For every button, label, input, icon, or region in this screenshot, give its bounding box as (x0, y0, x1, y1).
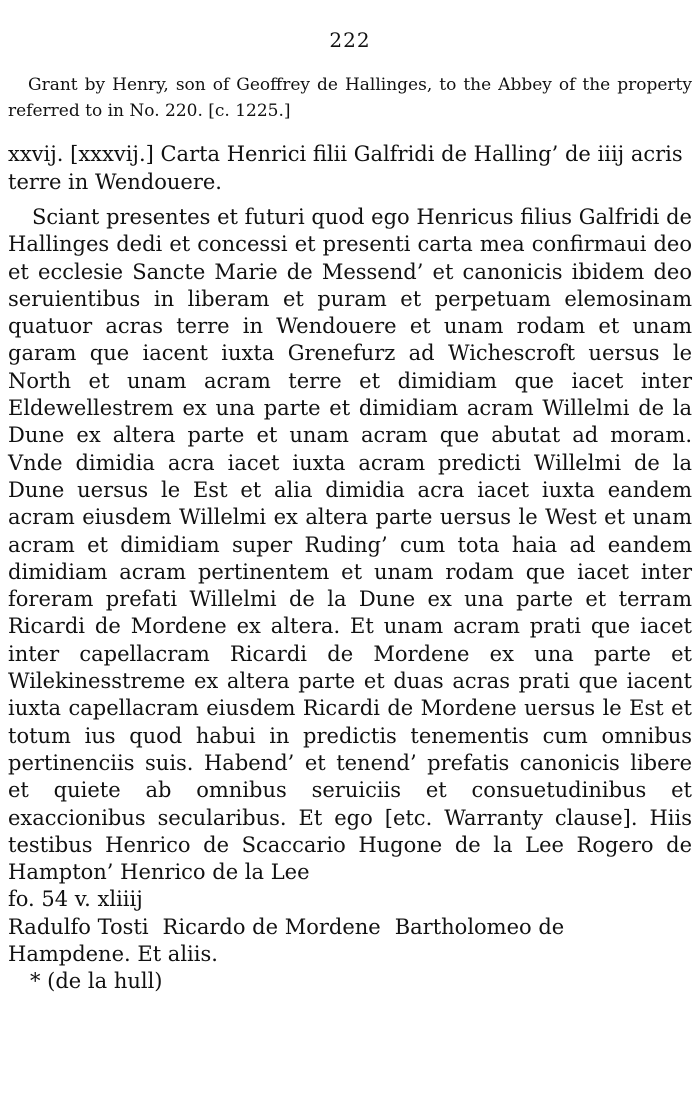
charter-heading: xxvij. [xxxvij.] Carta Henrici filii Galfridi de Halling’ de iiij acris terre in Wendouere. (8, 142, 683, 194)
charter-summary: Grant by Henry, son of Geoffrey de Hallinges, to the Abbey of the property referred to in No. 220. [c. 1225.] (8, 75, 692, 121)
witness-name: Radulfo Tosti (8, 914, 149, 939)
page-number: 222 (329, 28, 371, 52)
folio-reference: fo. 54 v. xliiij (8, 887, 143, 912)
charter-body: Sciant presentes et futuri quod ego Henricus filius Galfridi de Hallinges dedi et concessi et presenti carta mea confirmaui deo et ecclesie Sancte Marie de Messend’ et canonicis ibidem deo seruientibus in liberam et puram et perpetuam elemosinam quatuor acras terre in Wendouere et unam rodam et unam garam que iacent iuxta Grenefurz ad Wichescroft uersus le North et unam acram terre et dimidiam que iacet inter Eldewellestrem ex una parte et dimidiam acram Willelmi de la Dune ex altera parte et unam acram que abutat ad moram. Vnde dimidia acra iacet iuxta acram predicti Willelmi de la Dune uersus le Est et alia dimidia acra iacet iuxta eandem acram eiusdem Willelmi ex altera parte uersus le West et unam acram et dimidiam super Ruding’ cum tota haia ad eandem dimidiam acram pertinentem et unam rodam que iacet inter foreram prefati Willelmi de la Dune ex una parte et terram Ricardi de Mordene ex altera. Et unam acram prati que iacet inter capellacram Ricardi de Mordene ex una parte et Wilekinesstreme ex altera parte et duas acras prati que iacent iuxta capellacram eiusdem Ricardi de Mordene uersus le Est et totum ius quod habui in predictis tenementis cum omnibus pertinenciis suis. Habend’ et tenend’ prefatis canonicis libere et quiete ab omnibus seruiciis et consuetudinibus et exaccionibus secularibus. Et ego [etc. Warranty clause]. Hiis testibus Henrico de Scaccario Hugone de la Lee Rogero de Hampton’ Henrico de la Lee (8, 205, 692, 885)
witness-list-continued (8, 914, 692, 969)
witness-name: Bartholomeo de Hampdene. Et aliis. (8, 914, 565, 967)
witness-name: Ricardo de Mordene (162, 914, 381, 939)
document-page (8, 28, 692, 996)
footnote: * (de la hull) (30, 969, 163, 994)
